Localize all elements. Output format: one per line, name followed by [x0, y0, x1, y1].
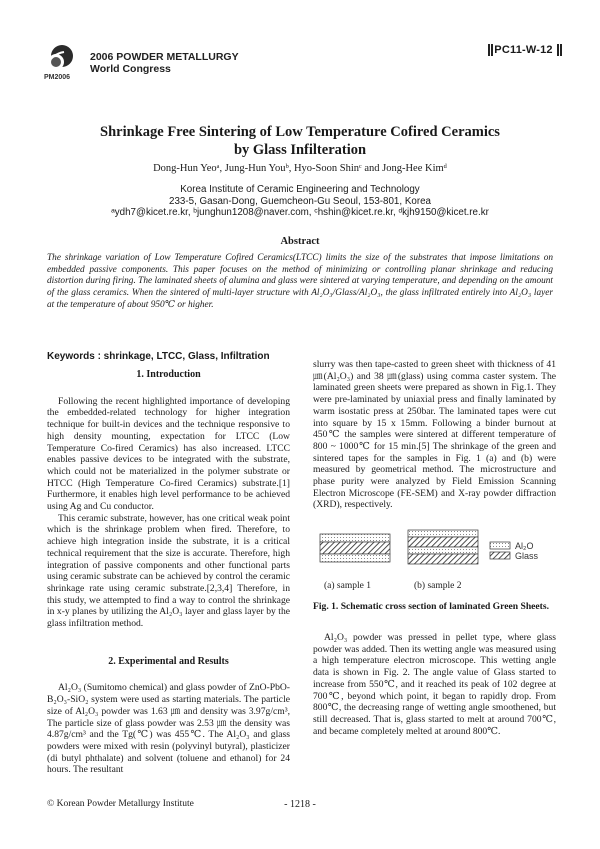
right-paragraph-1: slurry was then tape-casted to green sheet with thickness of 41 ㎛(Al₂O₃) and 38 ㎛(glass) using comma caster system. The laminated green sheets were prepared as shown in Fig.1. They were pre-laminated by uniaxial press and finally laminated by warm isostatic press at 250bar. The laminated tapes were cut into square by 15 x 15mm. Following a binder burnout at 450℃ the samples were sintered at different temperature of 800 ~ 1000℃ for 15 min.[5] The shrinkage of the green and sintered tapes for the samples in Fig. 1 (a) and (b) were measured by geometrical method. The microstructure and phase purity were analyzed by Field Emission Scanning Electron Microscope (FE-SEM) and X-ray powder diffraction (XRD), respectively.: [313, 359, 556, 511]
bar-icon: [488, 44, 490, 56]
address: 233-5, Gasan-Dong, Guemcheon-Gu Seoul, 153-801, Korea: [169, 195, 431, 207]
bar-icon: [557, 44, 559, 56]
keywords: Keywords : shrinkage, LTCC, Glass, Infiltration: [47, 351, 270, 362]
legend-al2o3-swatch: [490, 542, 510, 549]
institution: Korea Institute of Ceramic Engineering and Technology: [180, 184, 420, 195]
intro-heading: 1. Introduction: [136, 369, 201, 380]
conference-line-2: World Congress: [90, 63, 171, 75]
conference-name: [90, 51, 239, 75]
abstract-heading: Abstract: [280, 236, 320, 247]
label-sample-2: (b) sample 2: [414, 581, 462, 591]
emails: ᵃydh7@kicet.re.kr, ᵇjunghun1208@naver.com, ᶜhshin@kicet.re.kr, ᵈkjh9150@kicet.re.kr: [111, 207, 489, 218]
affiliation: [0, 184, 600, 219]
paper-code-text: PC11-W-12: [494, 44, 553, 56]
sample-2-diagram: [408, 530, 478, 564]
legend-glass-swatch: [490, 552, 510, 559]
authors: Dong-Hun Yeoᵃ, Jung-Hun Youᵇ, Hyo-Soon Shinᶜ and Jong-Hee Kimᵈ: [153, 163, 447, 174]
left-column: [47, 357, 290, 776]
title-line-2: by Glass Infilteration: [233, 142, 367, 158]
paper-title: [0, 123, 600, 159]
figure-1: [318, 524, 558, 594]
figure-1-caption: Fig. 1. Schematic cross section of laminated Green Sheets.: [313, 601, 549, 612]
right-column: [313, 359, 556, 511]
right-paragraph-2: Al₂O₃ powder was pressed in pellet type, where glass powder was added. Then its wetting angle was measured using a high temperature electron microscope. This wetting angle data is shown in Fig. 2. The angle value of Glass started to increase from 550℃, and it reached its peak of 102 degree at 700℃, beyond which point, it began to rapidly drop. From 800℃, the decreasing range of wetting angle smoothened, but still decreased. That is, glass started to melt at around 700℃, and became completely melted at around 800℃.: [313, 632, 556, 737]
experimental-paragraph-1: Al₂O₃ (Sumitomo chemical) and glass powder of ZnO-PbO-B₂O₃-SiO₂ system were used as starting materials. The particle size of Al₂O₃ powder was 1.63 ㎛ and density was 3.97g/cm³, The particle size of glass powder was 2.53 ㎛ the density was 4.87g/cm³ and the Tg(℃) was 455℃. The Al₂O₃ and glass powders were mixed with resin (polyvinyl butyral), plasticizer (di butyl phthalate) and solvent (toluene and ethanol) for 24 hours. The resultant: [47, 682, 290, 776]
page-number: - 1218 -: [284, 799, 316, 810]
intro-paragraph-2: This ceramic substrate, however, has one critical weak point which is the shrinkage problem when fired. Therefore, to achieve high integration inside the substrate, it is a critical technical requirement that the size is accurate. Therefore, high integration of passive components and other functional parts using ceramic substrate can be achieved by control the ceramic shrinkage rate using ceramic substrate.[2,3,4] Therefore, in this study, we attempted to find a way to control the shrinkage in x-y planes by utilizing the Al₂O₃ layer and glass layer by the glass infiltration method.: [47, 512, 290, 630]
right-column-lower: [313, 632, 556, 737]
title-line-1: Shrinkage Free Sintering of Low Temperature Cofired Ceramics: [100, 124, 500, 140]
conference-line-1: 2006 POWDER METALLURGY: [90, 51, 239, 63]
abstract-text: The shrinkage variation of Low Temperature Cofired Ceramics(LTCC) limits the size of the substrates that impose limitations on embedded passive components. This paper focuses on the method of minimizing or controlling planar shrinkage and reducing distortion during firing. The laminated sheets of alumina and glass were sintered at varying temperature, and depending on the amount of the glass ceramics. When the sintered of multi-layer structure with Al₂O₃/Glass/Al₂O₃, the glass infiltrated entirely into Al₂O₃ layer at the temperature of about 950℃ or higher.: [47, 253, 553, 310]
logo-text: PM2006: [44, 74, 71, 81]
copyright: © Korean Powder Metallurgy Institute: [47, 799, 194, 809]
legend-glass-label: Glass: [515, 551, 539, 561]
experimental-heading: 2. Experimental and Results: [108, 655, 229, 667]
intro-paragraph-1: Following the recent highlighted importance of developing the embedded-related technology for higher integration technique for built-in devices and the technique responsive to high density mounting, expectation for LTCC (Low Temperature Co-fired Ceramics) has also increased. LTCC enables passive devices to be integrated with the substrate, which could not be materialized in the polymer substrate or HTCC (High Temperature Co-fired Ceramics) substrate.[1] Furthermore, it enables high level performance to be achieved using Ag and Cu conductor.: [47, 395, 290, 513]
sample-1-diagram: [320, 534, 390, 562]
paper-code: [487, 44, 560, 56]
legend-al2o3-label: Al₂O: [515, 541, 534, 551]
label-sample-1: (a) sample 1: [324, 581, 371, 591]
